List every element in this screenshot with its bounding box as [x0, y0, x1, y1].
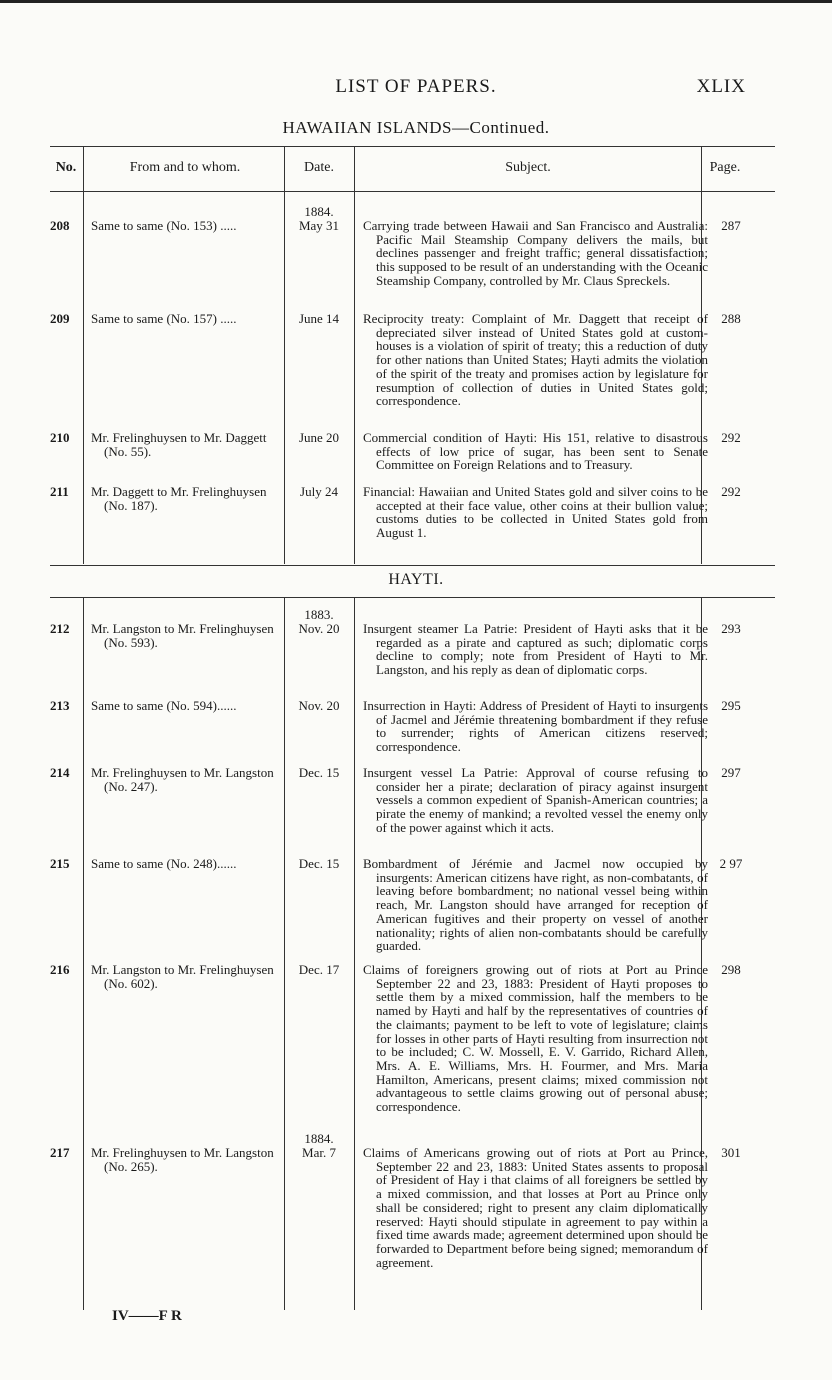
row-page: 293 [721, 621, 741, 636]
row-correspondents: Same to same (No. 153) ..... [91, 218, 237, 233]
row-number: 216 [50, 962, 70, 977]
column-header-date: Date. [304, 160, 334, 175]
column-header-subject: Subject. [505, 160, 551, 175]
subsection-title: HAYTI. [388, 571, 444, 588]
row-date: May 31 [298, 218, 340, 233]
row-correspondents: Same to same (No. 594)...... [91, 698, 237, 713]
section-end-rule [50, 565, 775, 566]
row-correspondents: Mr. Frelinghuysen to Mr. Langston (No. 247). [91, 765, 274, 794]
table-top-rule [50, 146, 775, 147]
row-correspondents: Mr. Langston to Mr. Frelinghuysen (No. 593). [91, 621, 274, 650]
row-subject: Insurgent vessel La Patrie: Approval of course refusing to consider her a pirate; declaration of piracy against insurgent vessels a common expedient of Spanish-American countries; a pirate the enemy of mankind; a revolted vessel the enemy only of the power against which it acts. [363, 765, 708, 835]
row-correspondents: Mr. Daggett to Mr. Frelinghuysen (No. 187). [91, 484, 267, 513]
column-divider [83, 146, 84, 564]
row-number: 213 [50, 698, 70, 713]
row-page: 292 [721, 484, 741, 499]
row-page: 2 97 [719, 856, 743, 871]
row-date: June 14 [298, 311, 340, 326]
subsection-rule [50, 597, 775, 598]
row-subject: Carrying trade between Hawaii and San Francisco and Australia: Pacific Mail Steamship Company delivers the mails, but declines passenger and freight traffic; general dissatisfaction; this supposed to be result of an understanding with the Oceanic Steamship Company, controlled by Mr. Claus Spreckels. [363, 218, 708, 288]
row-correspondents: Same to same (No. 157) ..... [91, 311, 237, 326]
row-page: 298 [721, 962, 741, 977]
row-subject: Insurrection in Hayti: Address of President of Hayti to insurgents of Jacmel and Jérémie threatening bombardment if they refuse to surrender; rights of American citizens reserved; correspondence. [363, 698, 708, 755]
row-page: 287 [721, 218, 741, 233]
row-date: Nov. 20 [298, 698, 340, 713]
row-correspondents: Mr. Frelinghuysen to Mr. Langston (No. 265). [91, 1145, 274, 1174]
year-label: 1884. [304, 204, 334, 219]
row-page: 295 [721, 698, 741, 713]
row-page: 301 [721, 1145, 741, 1160]
row-subject: Financial: Hawaiian and United States gold and silver coins to be accepted at their face value, other coins at their bullion value; customs duties to be collected in United States gold from August 1. [363, 484, 708, 541]
row-number: 217 [50, 1145, 70, 1160]
year-label: 1883. [304, 607, 334, 622]
row-subject: Commercial condition of Hayti: His 151, relative to disastrous effects of low price of sugar, has been sent to Senate Committee on Foreign Relations and to Treasury. [363, 430, 708, 473]
row-subject: Reciprocity treaty: Complaint of Mr. Daggett that receipt of depreciated silver instead of United States gold at custom-houses is a violation of spirit of treaty; this a reduction of duty for other nations than United States; Hayti admits the violation of the spirit of the treaty and promises action by legislature for resumption of collection of duties in United States gold; correspondence. [363, 311, 708, 409]
row-date: June 20 [298, 430, 340, 445]
row-date: Dec. 17 [298, 962, 340, 977]
row-number: 209 [50, 311, 70, 326]
row-number: 210 [50, 430, 70, 445]
page-title: LIST OF PAPERS. [335, 76, 497, 97]
column-header-from: From and to whom. [129, 160, 241, 175]
row-page: 292 [721, 430, 741, 445]
row-subject: Claims of foreigners growing out of riots at Port au Prince September 22 and 23, 1883: President of Hayti proposes to settle them by a mixed commission, half the members to be named by Hayti and half by the representatives of countries of the claimants; payment to be left to vote of legislature; claims for losses in other parts of Hayti resulting from insurrection not to be included; C. W. Mossell, E. V. Garrido, Richard Allen, Mrs. A. E. Williams, Mrs. H. Fourmer, and Mrs. Maria Hamilton, Americans, present claims; mixed commission not advantageous to settle claims growing out of personal abuse; correspondence. [363, 962, 708, 1115]
row-page: 288 [721, 311, 741, 326]
row-number: 214 [50, 765, 70, 780]
row-number: 215 [50, 856, 70, 871]
row-date: Nov. 20 [298, 621, 340, 636]
column-header-page: Page. [709, 160, 741, 175]
row-number: 212 [50, 621, 70, 636]
row-page: 297 [721, 765, 741, 780]
row-number: 211 [50, 484, 69, 499]
row-correspondents: Mr. Frelinghuysen to Mr. Daggett (No. 55). [91, 430, 267, 459]
row-correspondents: Same to same (No. 248)...... [91, 856, 237, 871]
row-correspondents: Mr. Langston to Mr. Frelinghuysen (No. 602). [91, 962, 274, 991]
row-subject: Insurgent steamer La Patrie: President of Hayti asks that it be regarded as a pirate and captured as such; diplomatic corps decline to comply; note from President of Hayti to Mr. Langston, and his reply as dean of diplomatic corps. [363, 621, 708, 678]
section-title: HAWAIIAN ISLANDS—Continued. [282, 118, 550, 137]
signature-mark: IV——F R [112, 1308, 182, 1324]
row-date: Mar. 7 [302, 1145, 336, 1160]
row-date: July 24 [300, 484, 338, 499]
column-divider [354, 146, 355, 564]
column-header-no: No. [55, 160, 77, 175]
row-subject: Claims of Americans growing out of riots at Port au Prince, September 22 and 23, 1883: United States assents to proposal of President of Hay i that claims of all foreigners be settled by a mixed commission, and that losses at Port au Prince only shall be considered; right to present any claim diplomatically reserved: Hayti should stipulate in agreement to pay within a fixed time awards made; agreement determined upon should be forwarded to Department before being signed; memorandum of agreement. [363, 1145, 708, 1270]
column-divider [83, 598, 84, 1310]
year-label: 1884. [304, 1131, 334, 1146]
row-number: 208 [50, 218, 70, 233]
row-date: Dec. 15 [298, 765, 340, 780]
column-divider [354, 598, 355, 1310]
row-date: Dec. 15 [298, 856, 340, 871]
page-top-edge [0, 0, 832, 3]
page-roman-numeral: XLIX [696, 76, 746, 97]
table-header-rule [50, 191, 775, 192]
row-subject: Bombardment of Jérémie and Jacmel now occupied by insurgents: American citizens have right, as non-combatants, of leaving before bombardment; no national vessel being within reach, Mr. Langston should have arranged for reception of American fugitives and their property on vessel of another nationality; rights of alien non-combatants should be carefully guarded. [363, 856, 708, 954]
